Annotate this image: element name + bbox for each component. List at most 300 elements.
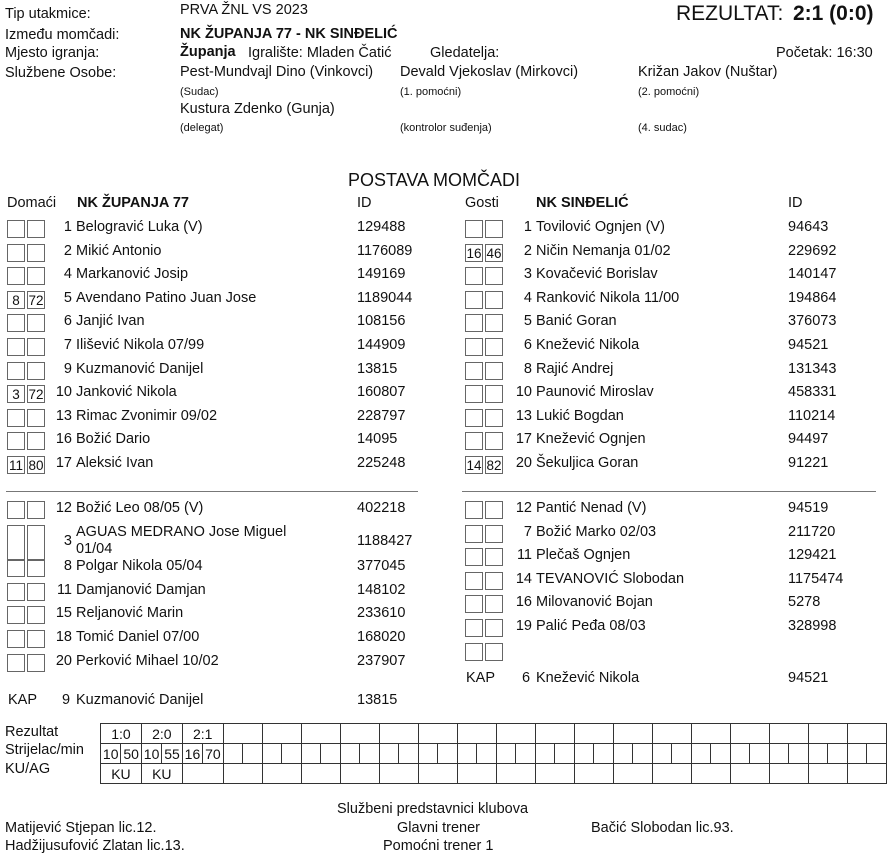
scorer-cell: 70 <box>203 744 223 764</box>
result-cell <box>730 724 769 744</box>
player-id: 376073 <box>788 313 837 330</box>
home-id-header: ID <box>357 195 372 211</box>
result-cell <box>535 724 574 744</box>
sub-minute-box[interactable] <box>485 595 503 613</box>
sub-minute-box[interactable]: 16 <box>466 245 482 261</box>
home-captain-id: 13815 <box>357 692 398 708</box>
result-value: 2:1 (0:0) <box>793 2 874 25</box>
sub-minute-box[interactable] <box>27 525 45 561</box>
official-referee-role: (Sudac) <box>180 86 219 98</box>
player-id: 458331 <box>788 384 837 401</box>
player-name: Janjić Ivan <box>76 313 145 330</box>
player-id: 131343 <box>788 360 837 377</box>
result-cell <box>223 724 262 744</box>
player-number: 4 <box>523 289 532 306</box>
away-captain-id: 94521 <box>788 670 829 686</box>
scorer-cell: 10 <box>101 744 121 764</box>
player-name: Mikić Antonio <box>76 242 162 259</box>
scorer-cell <box>418 744 438 764</box>
player-name: Lukić Bogdan <box>536 407 624 424</box>
player-name: Damjanović Damjan <box>76 581 206 598</box>
result-cell <box>613 724 652 744</box>
player-id: 1188427 <box>357 532 413 549</box>
player-number: 10 <box>55 384 72 401</box>
kickoff-time: Početak: 16:30 <box>776 45 873 61</box>
official-assistant2-role: (2. pomoćni) <box>638 86 700 98</box>
player-number: 2 <box>63 242 72 259</box>
sub-minute-box[interactable] <box>27 244 45 262</box>
scorer-cell <box>262 744 282 764</box>
result-cell <box>652 724 691 744</box>
sub-minute-box[interactable] <box>7 525 25 561</box>
result-cell <box>574 724 613 744</box>
scorer-cell <box>789 744 809 764</box>
official-assistant1-name: Devald Vjekoslav (Mirkovci) <box>400 64 579 80</box>
sub-minute-box[interactable] <box>7 314 25 332</box>
sub-minute-box[interactable] <box>27 267 45 285</box>
home-divider <box>6 491 418 492</box>
scorer-cell <box>711 744 731 764</box>
sub-minute-box[interactable] <box>27 583 45 601</box>
ku-cell <box>418 764 457 784</box>
player-number: 14 <box>515 570 532 587</box>
player-number: 16 <box>55 431 72 448</box>
away-captain-label: KAP <box>466 670 496 686</box>
sub-minute-box[interactable] <box>485 338 503 356</box>
player-number: 1 <box>523 219 532 235</box>
result-cell <box>262 724 301 744</box>
player-id: 328998 <box>788 618 837 634</box>
officials-label: Službene Osobe: <box>5 65 117 81</box>
player-name: Božić Leo 08/05 (V) <box>76 500 204 516</box>
player-id: 148102 <box>357 581 406 598</box>
sub-minute-box[interactable] <box>485 572 503 590</box>
player-number: 18 <box>55 629 72 645</box>
ku-cell <box>496 764 535 784</box>
official-delegate-name: Kustura Zdenko (Gunja) <box>180 101 335 117</box>
ku-cell <box>379 764 418 784</box>
player-id: 13815 <box>357 360 398 377</box>
sub-minute-box[interactable] <box>7 654 25 672</box>
scorer-cell: 10 <box>141 744 161 764</box>
sub-minute-box[interactable] <box>27 606 45 624</box>
footer-left-2: Hadžijusufović Zlatan lic.13. <box>5 838 185 854</box>
footer-mid-2: Pomoćni trener 1 <box>383 838 494 854</box>
result-cell <box>340 724 379 744</box>
ku-cell <box>730 764 769 784</box>
player-number: 20 <box>55 652 72 669</box>
scorer-cell <box>808 744 828 764</box>
sub-minute-box[interactable] <box>465 525 483 543</box>
sub-minute-box[interactable] <box>27 409 45 427</box>
ku-cell <box>808 764 847 784</box>
result-cell <box>457 724 496 744</box>
home-team-name: NK ŽUPANJA 77 <box>77 195 189 211</box>
player-name: Belogravić Luka (V) <box>76 219 203 235</box>
player-name-cont: 01/04 <box>76 540 113 557</box>
sub-minute-box[interactable] <box>485 409 503 427</box>
scorer-cell <box>340 744 360 764</box>
player-name: Aleksić Ivan <box>76 455 154 471</box>
sub-minute-box[interactable] <box>485 291 503 309</box>
away-side-label: Gosti <box>465 195 499 211</box>
away-captain-number: 6 <box>522 670 531 686</box>
scorer-cell <box>457 744 477 764</box>
sub-minute-box[interactable] <box>27 338 45 356</box>
player-number: 10 <box>515 384 532 401</box>
player-number: 11 <box>516 547 532 564</box>
sub-minute-box[interactable] <box>7 501 25 519</box>
player-number: 5 <box>523 313 532 330</box>
player-number: 8 <box>63 558 72 575</box>
scorer-cell <box>613 744 633 764</box>
player-name: Perković Mihael 10/02 <box>76 652 219 669</box>
player-name: Knežević Ognjen <box>536 431 646 448</box>
player-number: 7 <box>63 337 72 353</box>
player-number: 17 <box>55 455 72 471</box>
official-fourth-role: (4. sudac) <box>638 122 687 134</box>
teams-value: NK ŽUPANJA 77 - NK SINĐELIĆ <box>180 26 398 42</box>
sub-minute-box[interactable]: 46 <box>486 245 502 261</box>
sub-minute-box[interactable] <box>27 362 45 380</box>
teams-label: Između momčadi: <box>5 27 120 43</box>
sub-minute-box[interactable] <box>7 606 25 624</box>
player-name: Ničin Nemanja 01/02 <box>536 242 671 259</box>
player-id: 377045 <box>357 558 406 575</box>
sub-minute-box[interactable] <box>7 409 25 427</box>
scorer-cell <box>652 744 672 764</box>
competition-name: PRVA ŽNL VS 2023 <box>180 2 308 18</box>
scorer-cell <box>750 744 770 764</box>
tip-label: Tip utakmice: <box>5 6 91 22</box>
player-id: 144909 <box>357 337 406 353</box>
player-id: 5278 <box>788 594 821 611</box>
scorer-cell <box>496 744 516 764</box>
sub-minute-box[interactable] <box>485 362 503 380</box>
scorer-cell <box>555 744 575 764</box>
sub-minute-box[interactable] <box>7 432 25 450</box>
player-name: TEVANOVIĆ Slobodan <box>536 570 685 587</box>
scorer-cell <box>243 744 263 764</box>
player-number: 5 <box>63 289 72 306</box>
ku-cell <box>182 764 223 784</box>
ku-cell <box>340 764 379 784</box>
footer-left-1: Matijević Stjepan lic.12. <box>5 820 157 836</box>
player-name: Ilišević Nikola 07/99 <box>76 337 205 353</box>
sub-minute-box[interactable]: 72 <box>28 387 44 403</box>
player-name: Božić Marko 02/03 <box>536 523 657 540</box>
scorer-cell <box>282 744 302 764</box>
sub-minute-box[interactable] <box>7 244 25 262</box>
sub-minute-box[interactable] <box>27 559 45 577</box>
player-id: 402218 <box>357 500 406 516</box>
player-id: 225248 <box>357 455 406 471</box>
official-assistant2-name: Križan Jakov (Nuštar) <box>638 64 778 80</box>
player-number: 13 <box>515 407 532 424</box>
scorer-cell <box>535 744 555 764</box>
sub-minute-box[interactable]: 72 <box>28 292 44 308</box>
sub-minute-box[interactable] <box>485 267 503 285</box>
official-delegate-role: (delegat) <box>180 122 224 134</box>
player-name: Tomić Daniel 07/00 <box>76 629 200 645</box>
player-number: 9 <box>63 360 72 377</box>
player-id: 129488 <box>357 219 406 235</box>
sub-minute-box[interactable] <box>465 314 483 332</box>
result-row <box>101 724 887 744</box>
result-cell <box>847 724 886 744</box>
official-assistant1-role: (1. pomoćni) <box>400 86 462 98</box>
player-name: AGUAS MEDRANO Jose Miguel <box>76 523 287 540</box>
result-cell <box>418 724 457 744</box>
player-name: Božić Dario <box>76 431 151 448</box>
sub-minute-box[interactable] <box>465 385 483 403</box>
player-number: 11 <box>56 581 72 598</box>
ku-cell: KU <box>101 764 142 784</box>
sub-minute-box[interactable] <box>27 220 45 238</box>
player-number: 12 <box>55 500 72 516</box>
scorer-cell <box>438 744 458 764</box>
player-number: 6 <box>63 313 72 330</box>
result-cell: 2:0 <box>141 724 182 744</box>
scorer-cell <box>828 744 848 764</box>
scorer-cell <box>399 744 419 764</box>
sub-minute-box[interactable] <box>465 595 483 613</box>
away-team-name: NK SINĐELIĆ <box>536 195 629 211</box>
player-name: Pantić Nenad (V) <box>536 500 647 516</box>
player-number: 1 <box>63 219 72 235</box>
sub-minute-box[interactable]: 82 <box>486 458 502 473</box>
home-captain-number: 9 <box>62 692 71 708</box>
result-cell <box>301 724 340 744</box>
sub-minute-box[interactable] <box>485 643 503 661</box>
scorer-cell <box>301 744 321 764</box>
sub-minute-box[interactable] <box>465 338 483 356</box>
result-cell <box>379 724 418 744</box>
player-number: 17 <box>515 431 532 448</box>
footer-title: Službeni predstavnici klubova <box>337 801 529 817</box>
player-id: 160807 <box>357 384 406 401</box>
scorer-cell: 55 <box>162 744 182 764</box>
scorer-cell <box>477 744 497 764</box>
player-number: 16 <box>515 594 532 611</box>
sub-minute-box[interactable] <box>7 559 25 577</box>
player-name: Avendano Patino Juan Jose <box>76 289 257 306</box>
sub-minute-box[interactable] <box>485 432 503 450</box>
sub-minute-box[interactable] <box>465 291 483 309</box>
result-label: REZULTAT: <box>676 2 784 25</box>
scorer-cell <box>516 744 536 764</box>
scorer-cell <box>574 744 594 764</box>
sub-minute-box[interactable] <box>465 643 483 661</box>
player-name: Milovanović Bojan <box>536 594 653 611</box>
result-cell <box>769 724 808 744</box>
sub-minute-box[interactable] <box>7 362 25 380</box>
official-referee-name: Pest-Mundvajl Dino (Vinkovci) <box>180 64 374 80</box>
sub-minute-box[interactable] <box>465 409 483 427</box>
player-id: 233610 <box>357 605 406 622</box>
sub-minute-box[interactable] <box>485 525 503 543</box>
sub-minute-box[interactable] <box>465 619 483 637</box>
ku-cell: KU <box>141 764 182 784</box>
scorer-cell <box>847 744 867 764</box>
player-id: 94519 <box>788 500 829 516</box>
player-number: 8 <box>523 360 532 377</box>
scorer-cell <box>633 744 653 764</box>
sub-minute-box[interactable]: 3 <box>7 385 25 403</box>
scorer-cell <box>730 744 750 764</box>
player-name: Rajić Andrej <box>536 360 614 377</box>
scorer-cell <box>360 744 380 764</box>
result-cell <box>691 724 730 744</box>
home-side-label: Domaći <box>7 195 57 211</box>
sub-minute-box[interactable] <box>27 654 45 672</box>
grid-label-scorer: Strijelac/min <box>5 742 84 758</box>
sub-minute-box[interactable] <box>7 583 25 601</box>
scorer-row <box>101 744 887 764</box>
lineup-title: POSTAVA MOMČADI <box>348 170 521 190</box>
player-name: Kuzmanović Danijel <box>76 360 204 377</box>
player-name: Reljanović Marin <box>76 605 184 622</box>
player-number: 6 <box>523 337 532 353</box>
home-captain-label: KAP <box>8 692 38 708</box>
ku-cell <box>613 764 652 784</box>
ku-cell <box>847 764 886 784</box>
ku-cell <box>691 764 730 784</box>
sub-minute-box[interactable] <box>485 220 503 238</box>
sub-minute-box[interactable] <box>27 432 45 450</box>
sub-minute-box[interactable] <box>465 267 483 285</box>
sub-minute-box[interactable] <box>485 385 503 403</box>
player-name: Polgar Nikola 05/04 <box>76 558 203 575</box>
player-id: 1175474 <box>788 570 844 587</box>
player-number: 19 <box>515 618 532 634</box>
sub-minute-box[interactable] <box>485 314 503 332</box>
footer-mid-1: Glavni trener <box>397 820 481 836</box>
result-cell: 1:0 <box>101 724 142 744</box>
player-id: 129421 <box>788 547 837 564</box>
sub-minute-box[interactable] <box>7 338 25 356</box>
score-grid <box>100 723 887 784</box>
player-number: 20 <box>515 455 532 471</box>
sub-minute-box[interactable] <box>465 362 483 380</box>
player-name: Banić Goran <box>536 313 617 330</box>
player-id: 140147 <box>788 266 837 283</box>
home-captain-name: Kuzmanović Danijel <box>76 692 204 708</box>
player-name: Ranković Nikola 11/00 <box>536 289 680 306</box>
player-name: Šekuljica Goran <box>536 455 639 471</box>
ku-cell <box>301 764 340 784</box>
sub-minute-box[interactable] <box>27 314 45 332</box>
sub-minute-box[interactable] <box>465 220 483 238</box>
player-number: 15 <box>55 605 72 622</box>
ku-cell <box>262 764 301 784</box>
ku-cell <box>769 764 808 784</box>
scorer-cell <box>594 744 614 764</box>
official-controller-role: (kontrolor suđenja) <box>400 122 492 134</box>
ku-cell <box>652 764 691 784</box>
sub-minute-box[interactable]: 14 <box>466 458 482 473</box>
player-name: Markanović Josip <box>76 266 189 283</box>
sub-minute-box[interactable] <box>465 572 483 590</box>
player-name: Tovilović Ognjen (V) <box>536 219 665 235</box>
player-id: 94521 <box>788 337 829 353</box>
player-id: 237907 <box>357 652 406 669</box>
player-name: Rimac Zvonimir 09/02 <box>76 407 218 424</box>
scorer-cell <box>223 744 243 764</box>
scorer-cell <box>691 744 711 764</box>
player-id: 211720 <box>788 523 836 540</box>
venue-value: Županja <box>180 44 236 60</box>
player-number: 4 <box>63 266 72 283</box>
player-id: 1176089 <box>357 242 413 259</box>
sub-minute-box[interactable]: 8 <box>7 291 25 309</box>
player-number: 2 <box>523 242 532 259</box>
sub-minute-box[interactable] <box>485 501 503 519</box>
sub-minute-box[interactable] <box>7 220 25 238</box>
player-id: 194864 <box>788 289 837 306</box>
footer-right-1: Bačić Slobodan lic.93. <box>591 820 734 836</box>
sub-minute-box[interactable] <box>27 630 45 648</box>
player-id: 94643 <box>788 219 829 235</box>
player-number: 3 <box>523 266 532 283</box>
player-id: 168020 <box>357 629 406 645</box>
player-number: 7 <box>523 523 532 540</box>
scorer-cell <box>379 744 399 764</box>
player-id: 229692 <box>788 242 837 259</box>
spectators-label: Gledatelja: <box>430 45 500 61</box>
ku-row <box>101 764 887 784</box>
scorer-cell <box>672 744 692 764</box>
sub-minute-box[interactable] <box>465 432 483 450</box>
player-id: 110214 <box>788 407 836 424</box>
grid-label-ku: KU/AG <box>5 761 51 777</box>
result-cell: 2:1 <box>182 724 223 744</box>
player-number: 3 <box>63 532 72 549</box>
ku-cell <box>457 764 496 784</box>
result-cell <box>496 724 535 744</box>
ku-cell <box>574 764 613 784</box>
ku-cell <box>223 764 262 784</box>
player-id: 94497 <box>788 431 829 448</box>
sub-minute-box[interactable]: 11 <box>8 458 23 473</box>
player-id: 108156 <box>357 313 406 330</box>
sub-minute-box[interactable] <box>465 501 483 519</box>
sub-minute-box[interactable] <box>485 619 503 637</box>
scorer-cell <box>867 744 887 764</box>
scorer-cell: 16 <box>182 744 202 764</box>
sub-minute-box[interactable] <box>485 548 503 566</box>
scorer-cell <box>769 744 789 764</box>
player-number: 12 <box>515 500 532 516</box>
result-cell <box>808 724 847 744</box>
player-name: Janković Nikola <box>76 384 177 401</box>
player-name: Palić Peđa 08/03 <box>536 618 646 634</box>
sub-minute-box[interactable] <box>7 630 25 648</box>
scorer-cell: 50 <box>121 744 141 764</box>
sub-minute-box[interactable] <box>465 548 483 566</box>
player-id: 14095 <box>357 431 398 448</box>
sub-minute-box[interactable]: 80 <box>28 458 44 473</box>
player-name: Paunović Miroslav <box>536 384 654 401</box>
player-name: Plečaš Ognjen <box>536 547 631 564</box>
ku-cell <box>535 764 574 784</box>
pitch-name: Igralište: Mladen Čatić <box>248 45 392 61</box>
sub-minute-box[interactable] <box>7 267 25 285</box>
venue-label: Mjesto igranja: <box>5 45 100 61</box>
grid-label-result: Rezultat <box>5 724 59 740</box>
sub-minute-box[interactable] <box>27 501 45 519</box>
player-id: 91221 <box>788 455 829 471</box>
